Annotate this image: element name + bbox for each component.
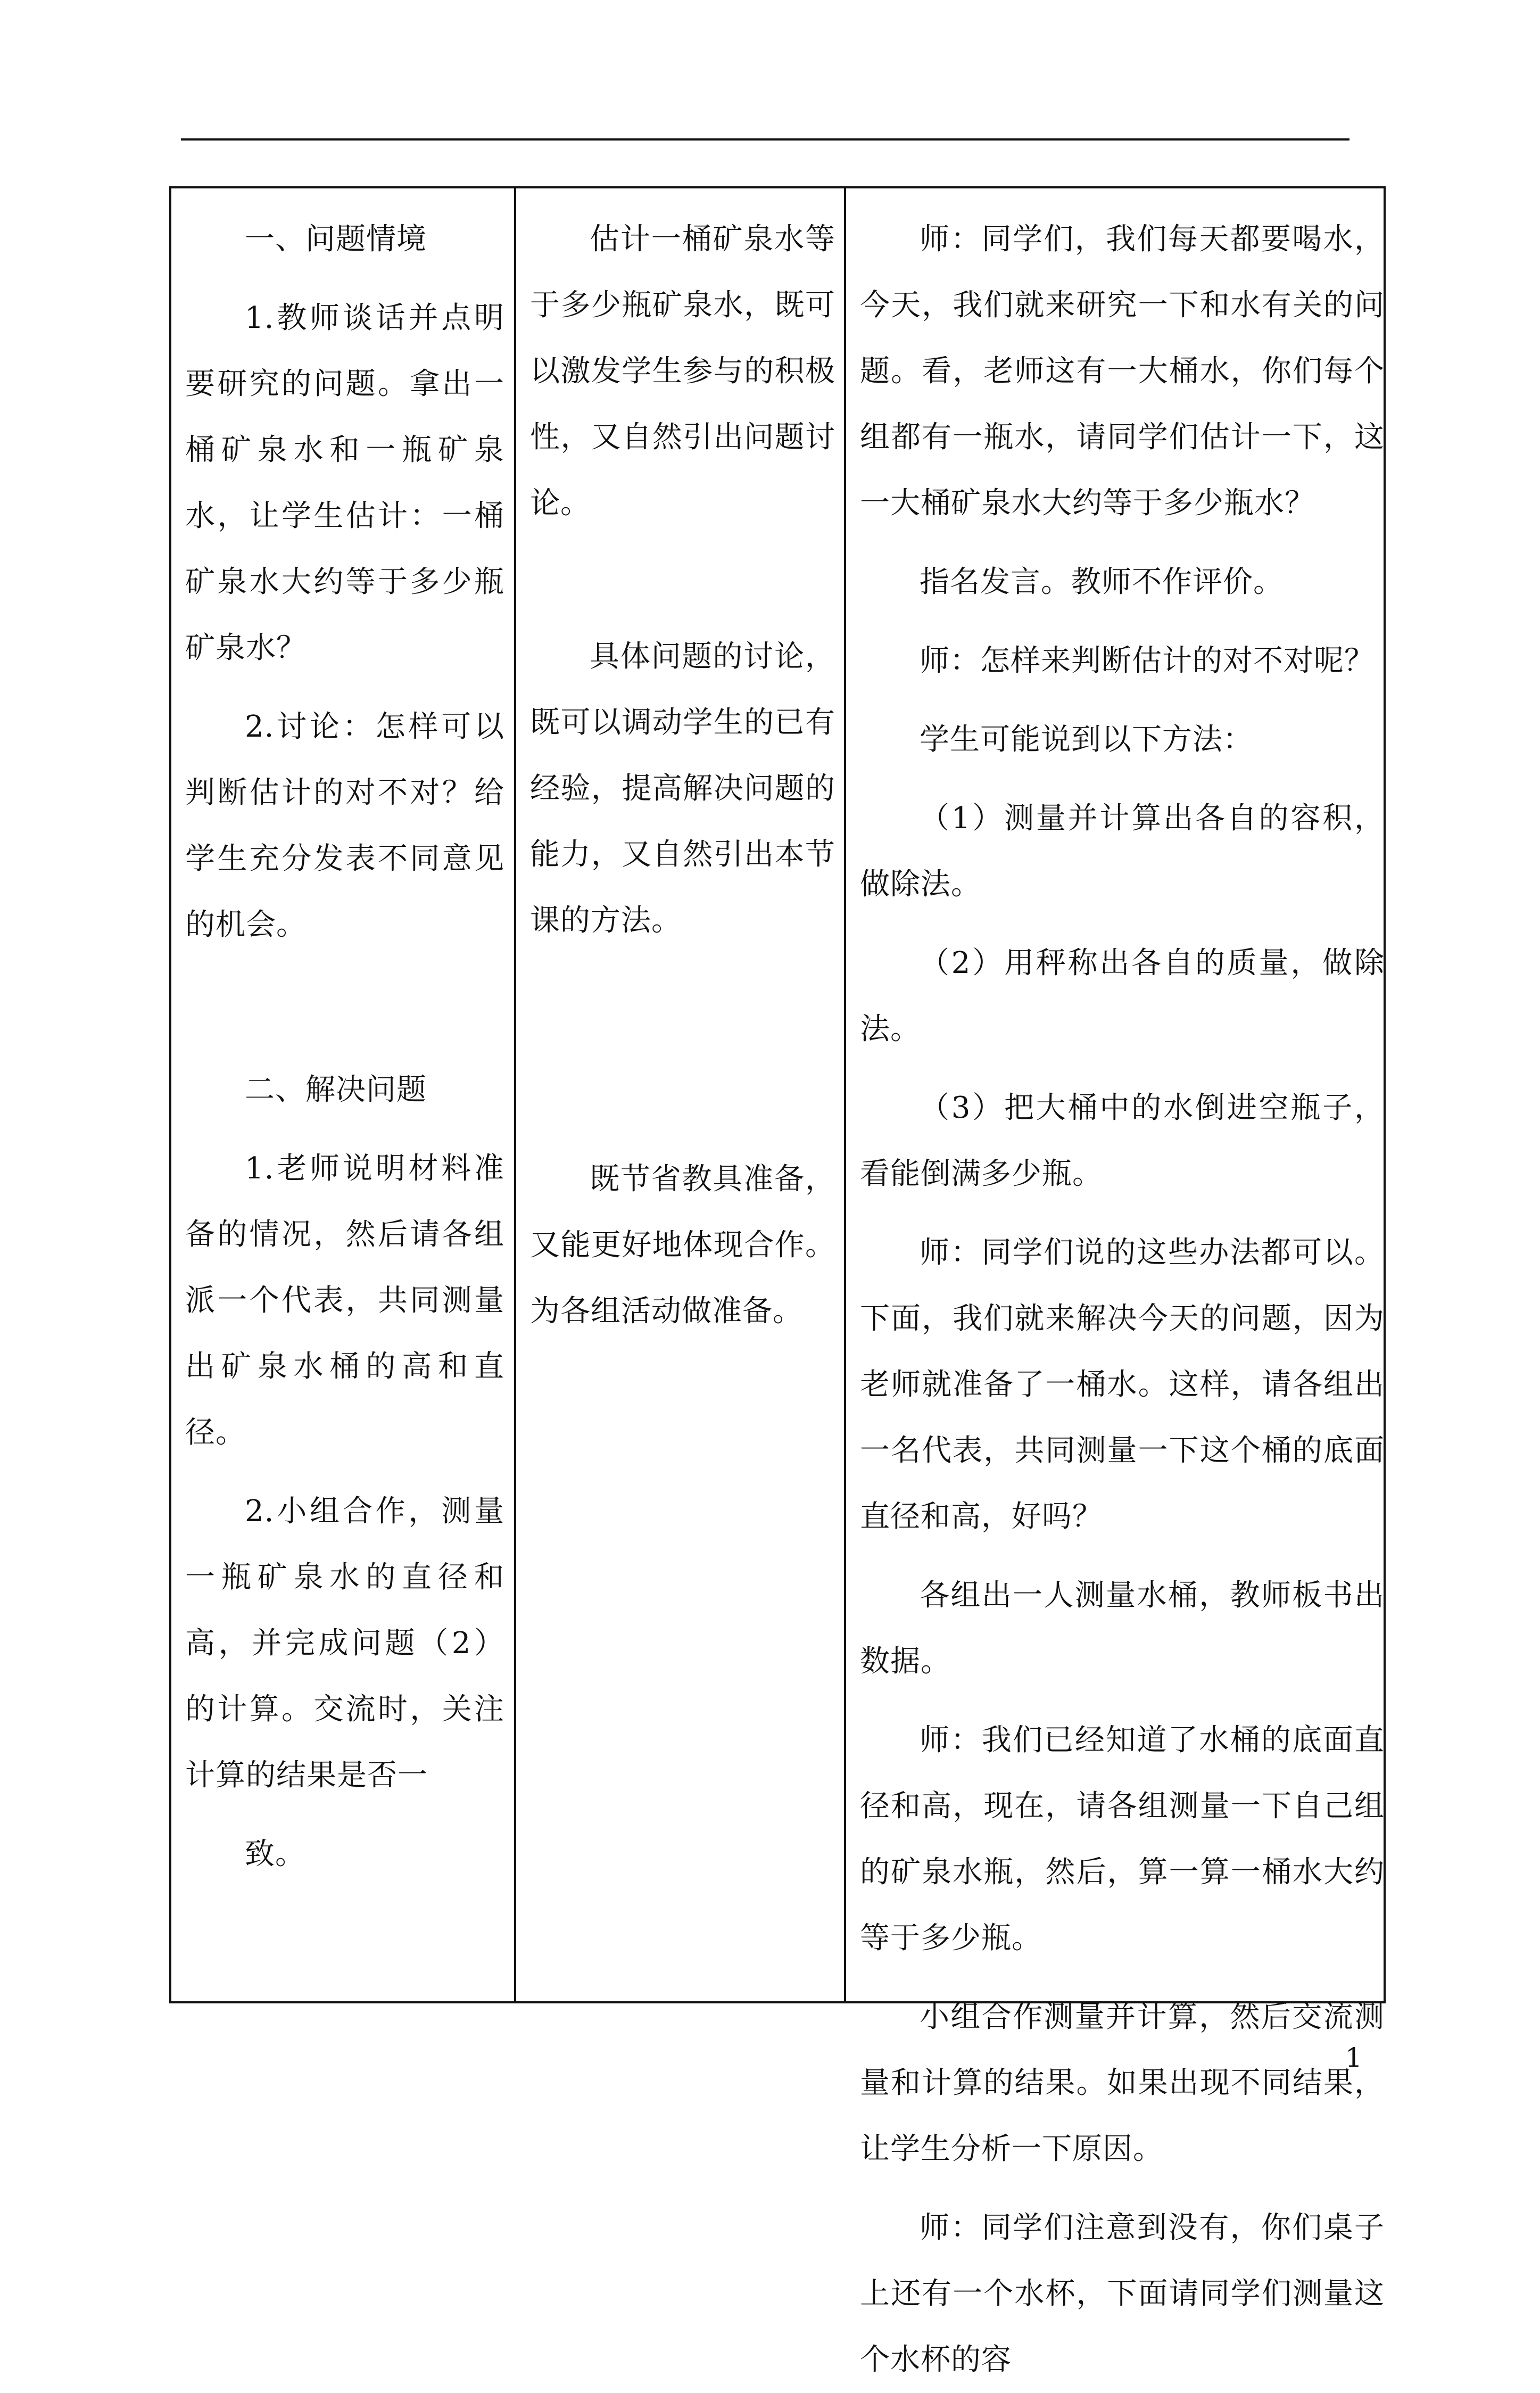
activity-paragraph-12: 师：同学们注意到没有，你们桌子上还有一个水杯，下面请同学们测量这个水杯的容 bbox=[860, 2210, 1385, 2377]
activity-paragraph-10: 师：我们已经知道了水桶的底面直径和高，现在，请各组测量一下自己组的矿泉水瓶，然后，算一算一桶水大约等于多少瓶。 bbox=[860, 1723, 1385, 1955]
section-heading-problem-situation: 一、问题情境 bbox=[245, 222, 427, 257]
lesson-table bbox=[169, 186, 1386, 2377]
teacher-student-activity-column bbox=[846, 188, 1385, 2377]
design-intent-column bbox=[516, 188, 846, 2001]
intent-paragraph-2: 具体问题的讨论，既可以调动学生的已有经验，提高解决问题的能力，又自然引出本节课的方法。 bbox=[530, 639, 835, 938]
activity-paragraph-11: 小组合作测量并计算，然后交流测量和计算的结果。如果出现不同结果，让学生分析一下原因。 bbox=[860, 2000, 1385, 2166]
intent-2-block bbox=[530, 624, 835, 954]
intent-paragraph-3: 既节省教具准备，又能更好地体现合作。为各组活动做准备。 bbox=[530, 1162, 835, 1328]
activity-paragraph-1: 师：同学们，我们每天都要喝水，今天，我们就来研究一下和水有关的问题。看，老师这有一大桶水，你们每个组都有一瓶水，请同学们估计一下，这一大桶矿泉水大约等于多少瓶水？ bbox=[860, 222, 1385, 521]
activity-paragraph-9: 各组出一人测量水桶，教师板书出数据。 bbox=[860, 1578, 1385, 1679]
activity-paragraph-6: （2）用秤称出各自的质量，做除法。 bbox=[860, 946, 1385, 1046]
header-rule bbox=[181, 138, 1349, 141]
intent-3-block bbox=[530, 1146, 835, 1344]
activity-paragraph-3: 师：怎样来判断估计的对不对呢？ bbox=[920, 643, 1375, 678]
section-heading-solve-problem: 二、解决问题 bbox=[245, 1072, 427, 1107]
activity-paragraph-2: 指名发言。教师不作评价。 bbox=[920, 565, 1284, 599]
activity-paragraph-4: 学生可能说到以下方法： bbox=[920, 722, 1253, 757]
section-2-block bbox=[185, 1057, 504, 1887]
teaching-process-column bbox=[171, 188, 516, 2001]
section-1-step-2: 2.讨论：怎样可以判断估计的对不对？给学生充分发表不同意见的机会。 bbox=[185, 709, 504, 942]
activity-block bbox=[860, 207, 1385, 2393]
page-number: 1 bbox=[1345, 2042, 1362, 2073]
section-2-step-1: 1.老师说明材料准备的情况，然后请各组派一个代表，共同测量出矿泉水桶的高和直径。 bbox=[185, 1151, 504, 1450]
section-1-step-1: 1.教师谈话并点明要研究的问题。拿出一桶矿泉水和一瓶矿泉水，让学生估计：一桶矿泉水大约等于多少瓶矿泉水？ bbox=[185, 301, 504, 665]
section-2-step-2-end: 致。 bbox=[245, 1837, 305, 1871]
activity-paragraph-5: （1）测量并计算出各自的容积，做除法。 bbox=[860, 801, 1385, 902]
section-1-block bbox=[185, 207, 504, 958]
intent-1-block bbox=[530, 207, 835, 537]
section-2-step-2: 2.小组合作，测量一瓶矿泉水的直径和高，并完成问题（2）的计算。交流时，关注计算的结果是否一 bbox=[185, 1494, 504, 1793]
intent-paragraph-1: 估计一桶矿泉水等于多少瓶矿泉水，既可以激发学生参与的积极性，又自然引出问题讨论。 bbox=[530, 222, 835, 521]
activity-paragraph-7: （3）把大桶中的水倒进空瓶子，看能倒满多少瓶。 bbox=[860, 1091, 1385, 1191]
activity-paragraph-8: 师：同学们说的这些办法都可以。下面，我们就来解决今天的问题，因为老师就准备了一桶水。这样，请各组出一名代表，共同测量一下这个桶的底面直径和高，好吗？ bbox=[860, 1235, 1385, 1534]
